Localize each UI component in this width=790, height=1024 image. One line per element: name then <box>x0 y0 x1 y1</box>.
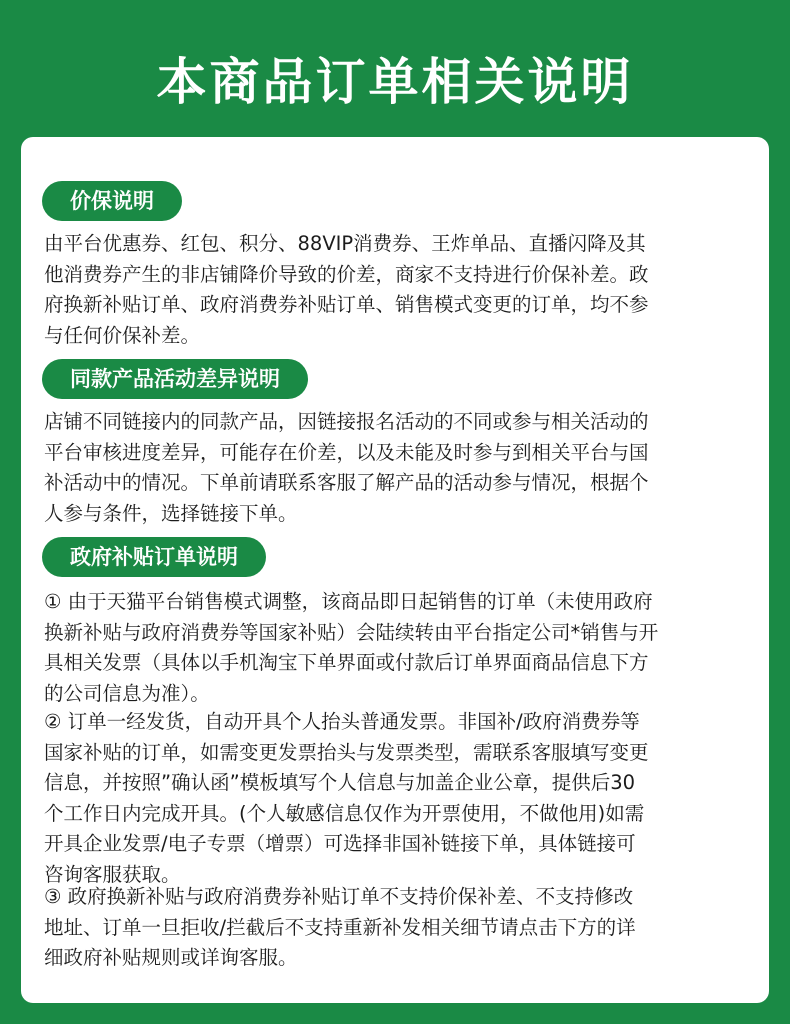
section-heading-government-subsidy: 政府补贴订单说明 <box>42 537 266 577</box>
subsidy-item-3: ③ 政府换新补贴与政府消费券补贴订单不支持价保补差、不支持修改 地址、订单一旦拒收/拦截后不支持重新补发相关细节请点击下方的详 细政府补贴规则或详询客服。 <box>44 885 636 969</box>
content-card <box>21 137 769 1003</box>
page-title: 本商品订单相关说明 <box>156 53 634 111</box>
section-text-price-protection: 由平台优惠券、红包、积分、88VIP消费券、王炸单品、直播闪降及其 他消费券产生的非店铺降价导致的价差，商家不支持进行价保补差。政 府换新补贴订单、政府消费券补贴订单、销售模式变更的订单，均不参 与任何价保补差。 <box>44 232 649 347</box>
section-heading-price-protection: 价保说明 <box>42 181 182 221</box>
section-heading-same-product-difference: 同款产品活动差异说明 <box>42 359 308 399</box>
subsidy-item-1: ① 由于天猫平台销售模式调整，该商品即日起销售的订单（未使用政府 换新补贴与政府消费券等国家补贴）会陆续转由平台指定公司*销售与开 具相关发票（具体以手机淘宝下单界面或付款后订单界面商品信息下方 的公司信息为准）。 <box>44 590 659 705</box>
section-text-same-product-difference: 店铺不同链接内的同款产品，因链接报名活动的不同或参与相关活动的 平台审核进度差异，可能存在价差，以及未能及时参与到相关平台与国 补活动中的情况。下单前请联系客服了解产品的活动参与情况，根据个 人参与条件，选择链接下单。 <box>44 410 649 525</box>
subsidy-item-2: ② 订单一经发货，自动开具个人抬头普通发票。非国补/政府消费券等 国家补贴的订单，如需变更发票抬头与发票类型，需联系客服填写变更 信息，并按照”确认函”模板填写个人信息与加盖企业公章，提供后30 个工作日内完成开具。(个人敏感信息仅作为开票使用，不做他用)如需 开具企业发票/电子专票（增票）可选择非国补链接下单，具体链接可 咨询客服获取。 <box>44 710 649 886</box>
